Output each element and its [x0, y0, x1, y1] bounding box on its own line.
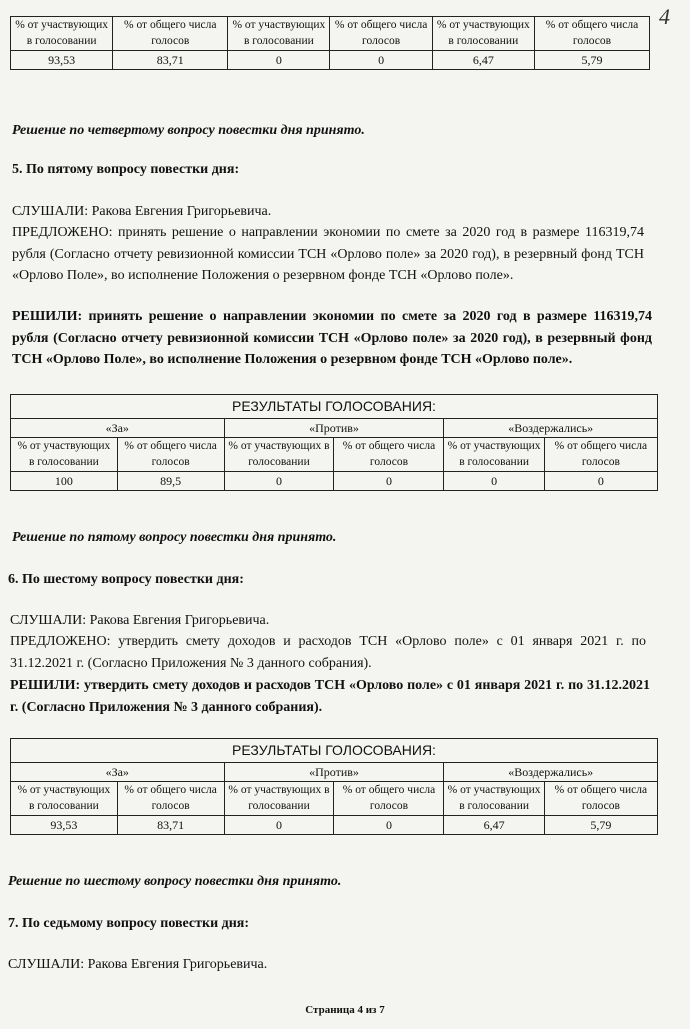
value-cell: 6,47: [432, 51, 534, 70]
value-cell: 0: [334, 472, 444, 491]
col-header-vozd-participants: % от участвующих в голосовании: [444, 438, 544, 472]
proposed-q6: ПРЕДЛОЖЕНО: утвердить смету доходов и расходов ТСН «Орлово поле» с 01 января 2021 г. по 31.12.2021 г. (Согласно Приложения № 3 данного собрания).: [10, 634, 646, 671]
heading-q7: 7. По седьмому вопросу повестки дня:: [8, 916, 250, 931]
col-header-protiv-total: % от общего числа голосов: [334, 438, 444, 472]
value-cell: 0: [544, 472, 657, 491]
value-cell: 0: [334, 816, 444, 835]
value-cell: 83,71: [117, 816, 224, 835]
col-header-protiv-participants: % от участвующих в голосовании: [228, 17, 330, 51]
value-cell: 89,5: [117, 472, 224, 491]
value-cell: 0: [224, 816, 334, 835]
col-header-vozd-total: % от общего числа голосов: [544, 438, 657, 472]
value-cell: 83,71: [113, 51, 228, 70]
results-table-q6: [10, 738, 658, 835]
col-header-vozd-total: % от общего числа голосов: [544, 782, 657, 816]
results-title: РЕЗУЛЬТАТЫ ГОЛОСОВАНИЯ:: [11, 395, 658, 419]
value-cell: 0: [444, 472, 544, 491]
group-vozd: «Воздержались»: [444, 762, 658, 781]
group-protiv: «Против»: [224, 762, 444, 781]
heard-q5: СЛУШАЛИ: Ракова Евгения Григорьевича.: [12, 204, 272, 219]
decision-q4: Решение по четвертому вопросу повестки дня принято.: [12, 123, 365, 138]
value-cell: 5,79: [544, 816, 657, 835]
proposed-q5: ПРЕДЛОЖЕНО: принять решение о направлении экономии по смете за 2020 год в размере 116319,74 рубля (Согласно отчету ревизионной комиссии ТСН «Орлово поле» за 2020 год), в резервный фонд ТСН «Орлово Поле», во исполнение Положения о резервном фонде ТСН «Орлово поле».: [12, 225, 644, 284]
col-header-protiv-total: % от общего числа голосов: [330, 17, 432, 51]
value-cell: 0: [330, 51, 432, 70]
value-cell: 93,53: [11, 816, 118, 835]
value-cell: 6,47: [444, 816, 544, 835]
value-cell: 0: [228, 51, 330, 70]
col-header-vozd-participants: % от участвующих в голосовании: [432, 17, 534, 51]
decision-q6: Решение по шестому вопросу повестки дня принято.: [8, 874, 342, 889]
col-header-protiv-participants: % от участвующих в голосовании: [224, 438, 334, 472]
col-header-za-total: % от общего числа голосов: [117, 438, 224, 472]
decided-q5: РЕШИЛИ: принять решение о направлении экономии по смете за 2020 год в размере 116319,74 рубля (Согласно отчету ревизионной комиссии ТСН «Орлово поле» за 2020 год), в резервный фонд ТСН «Орлово Поле», во исполнение Положения о резервном фонде ТСН «Орлово поле».: [12, 309, 652, 368]
heard-q7: СЛУШАЛИ: Ракова Евгения Григорьевича.: [8, 957, 268, 972]
group-za: «За»: [11, 762, 225, 781]
col-header-protiv-participants: % от участвующих в голосовании: [224, 782, 334, 816]
heading-q5: 5. По пятому вопросу повестки дня:: [12, 162, 240, 177]
group-protiv: «Против»: [224, 418, 444, 437]
col-header-za-participants: % от участвующих в голосовании: [11, 17, 113, 51]
col-header-protiv-total: % от общего числа голосов: [334, 782, 444, 816]
value-cell: 5,79: [534, 51, 649, 70]
results-table-q4: [10, 16, 650, 70]
handwritten-page-number: 4: [659, 4, 670, 29]
value-cell: 93,53: [11, 51, 113, 70]
value-cell: 0: [224, 472, 334, 491]
heard-q6: СЛУШАЛИ: Ракова Евгения Григорьевича.: [10, 613, 270, 628]
decision-q5: Решение по пятому вопросу повестки дня принято.: [12, 530, 337, 545]
values-row: [11, 51, 650, 70]
results-table-q5: [10, 394, 658, 491]
col-header-za-participants: % от участвующих в голосовании: [11, 782, 118, 816]
group-za: «За»: [11, 418, 225, 437]
column-header-row: [11, 17, 650, 51]
value-cell: 100: [11, 472, 118, 491]
page-footer: Страница 4 из 7: [305, 1004, 385, 1016]
col-header-vozd-participants: % от участвующих в голосовании: [444, 782, 544, 816]
results-title: РЕЗУЛЬТАТЫ ГОЛОСОВАНИЯ:: [11, 739, 658, 763]
col-header-za-participants: % от участвующих в голосовании: [11, 438, 118, 472]
decided-q6: РЕШИЛИ: утвердить смету доходов и расходов ТСН «Орлово поле» с 01 января 2021 г. по 31.12.2021 г. (Согласно Приложения № 3 данного собрания).: [10, 678, 650, 715]
col-header-za-total: % от общего числа голосов: [117, 782, 224, 816]
col-header-vozd-total: % от общего числа голосов: [534, 17, 649, 51]
group-vozd: «Воздержались»: [444, 418, 658, 437]
heading-q6: 6. По шестому вопросу повестки дня:: [8, 572, 244, 587]
col-header-za-total: % от общего числа голосов: [113, 17, 228, 51]
